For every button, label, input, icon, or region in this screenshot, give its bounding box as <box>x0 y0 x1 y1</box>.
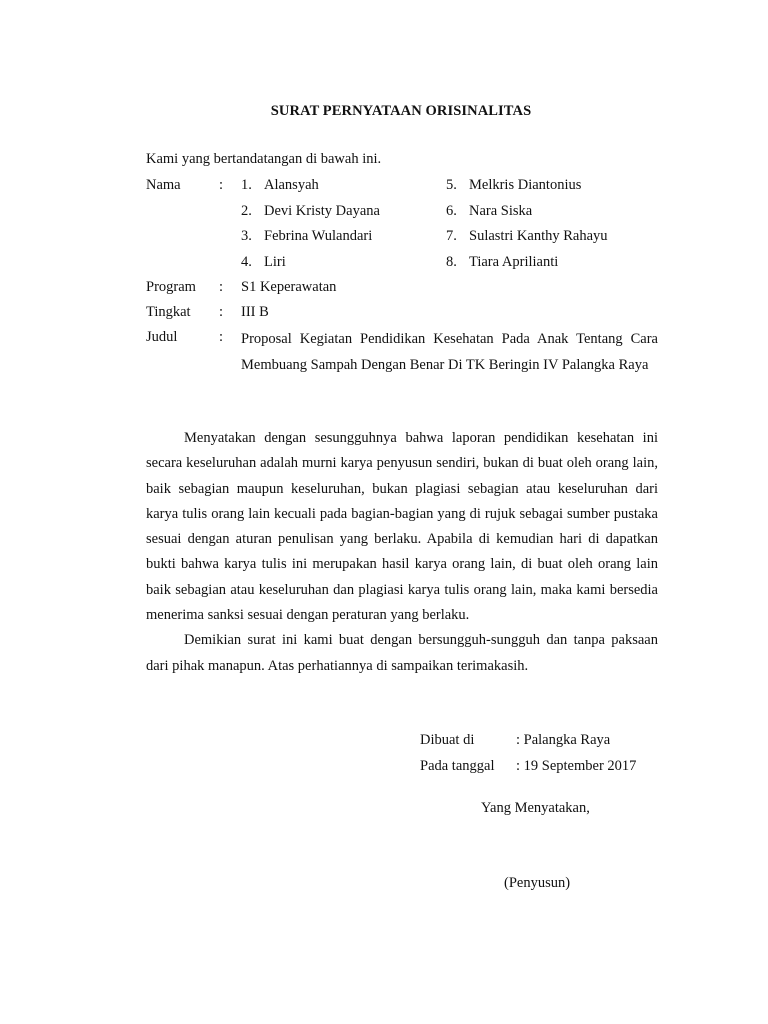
document-title: SURAT PERNYATAAN ORISINALITAS <box>270 103 532 119</box>
member-number: 1. <box>241 177 252 193</box>
member-name: Alansyah <box>264 177 319 193</box>
program-colon: : <box>219 279 224 295</box>
nama-colon: : <box>219 177 224 193</box>
member-name: Liri <box>264 254 286 270</box>
member-number: 4. <box>241 254 252 270</box>
dibuat-value: : Palangka Raya <box>516 732 611 748</box>
member-name: Devi Kristy Dayana <box>264 203 380 219</box>
signer-name: (Penyusun) <box>504 875 571 891</box>
judul-label: Judul <box>146 329 178 345</box>
member-name: Febrina Wulandari <box>264 228 373 244</box>
tingkat-value: III B <box>241 304 269 320</box>
intro-text: Kami yang bertandatangan di bawah ini. <box>146 151 382 167</box>
member-number: 2. <box>241 203 252 219</box>
member-name: Sulastri Kanthy Rahayu <box>469 228 608 244</box>
program-label: Program <box>146 279 196 295</box>
closing-text: Yang Menyatakan, <box>481 800 590 816</box>
member-name: Tiara Aprilianti <box>469 254 559 270</box>
member-name: Melkris Diantonius <box>469 177 582 193</box>
tingkat-label: Tingkat <box>146 304 191 320</box>
dibuat-label: Dibuat di <box>420 732 475 748</box>
member-number: 7. <box>446 228 457 244</box>
judul-value: Proposal Kegiatan Pendidikan Kesehatan Pada Anak Tentang Cara Membuang Sampah Dengan Benar Di TK Beringin IV Palangka Raya <box>241 331 658 373</box>
member-number: 6. <box>446 203 457 219</box>
closing-paragraph: Demikian surat ini kami buat dengan bersungguh-sungguh dan tanpa paksaan dari pihak manapun. Atas perhatiannya di sampaikan terimakasih. <box>146 632 658 674</box>
tingkat-colon: : <box>219 304 224 320</box>
judul-colon: : <box>219 329 224 345</box>
tanggal-value: : 19 September 2017 <box>516 758 637 774</box>
member-number: 8. <box>446 254 457 270</box>
program-value: S1 Keperawatan <box>241 279 337 295</box>
tanggal-label: Pada tanggal <box>420 758 495 774</box>
member-name: Nara Siska <box>469 203 533 219</box>
body-text <box>146 426 658 679</box>
statement-paragraph: Menyatakan dengan sesungguhnya bahwa laporan pendidikan kesehatan ini secara keseluruhan adalah murni karya penyusun sendiri, bukan di buat oleh orang lain, baik sebagian maupun keseluruhan, bukan plagiasi sebagian atau keseluruhan dari karya tulis orang lain kecuali pada bagian-bagian yang di rujuk sebagai sumber pustaka sesuai dengan aturan penulisan yang berlaku. Apabila di kemudian hari di dapatkan bukti bahwa karya tulis ini merupakan hasil karya orang lain, di buat oleh orang lain baik sebagian atau keseluruhan dan plagiasi karya tulis orang lain, maka kami bersedia menerima sanksi sesuai dengan peraturan yang berlaku. <box>146 430 658 624</box>
member-number: 5. <box>446 177 457 193</box>
member-number: 3. <box>241 228 252 244</box>
nama-label: Nama <box>146 177 181 193</box>
